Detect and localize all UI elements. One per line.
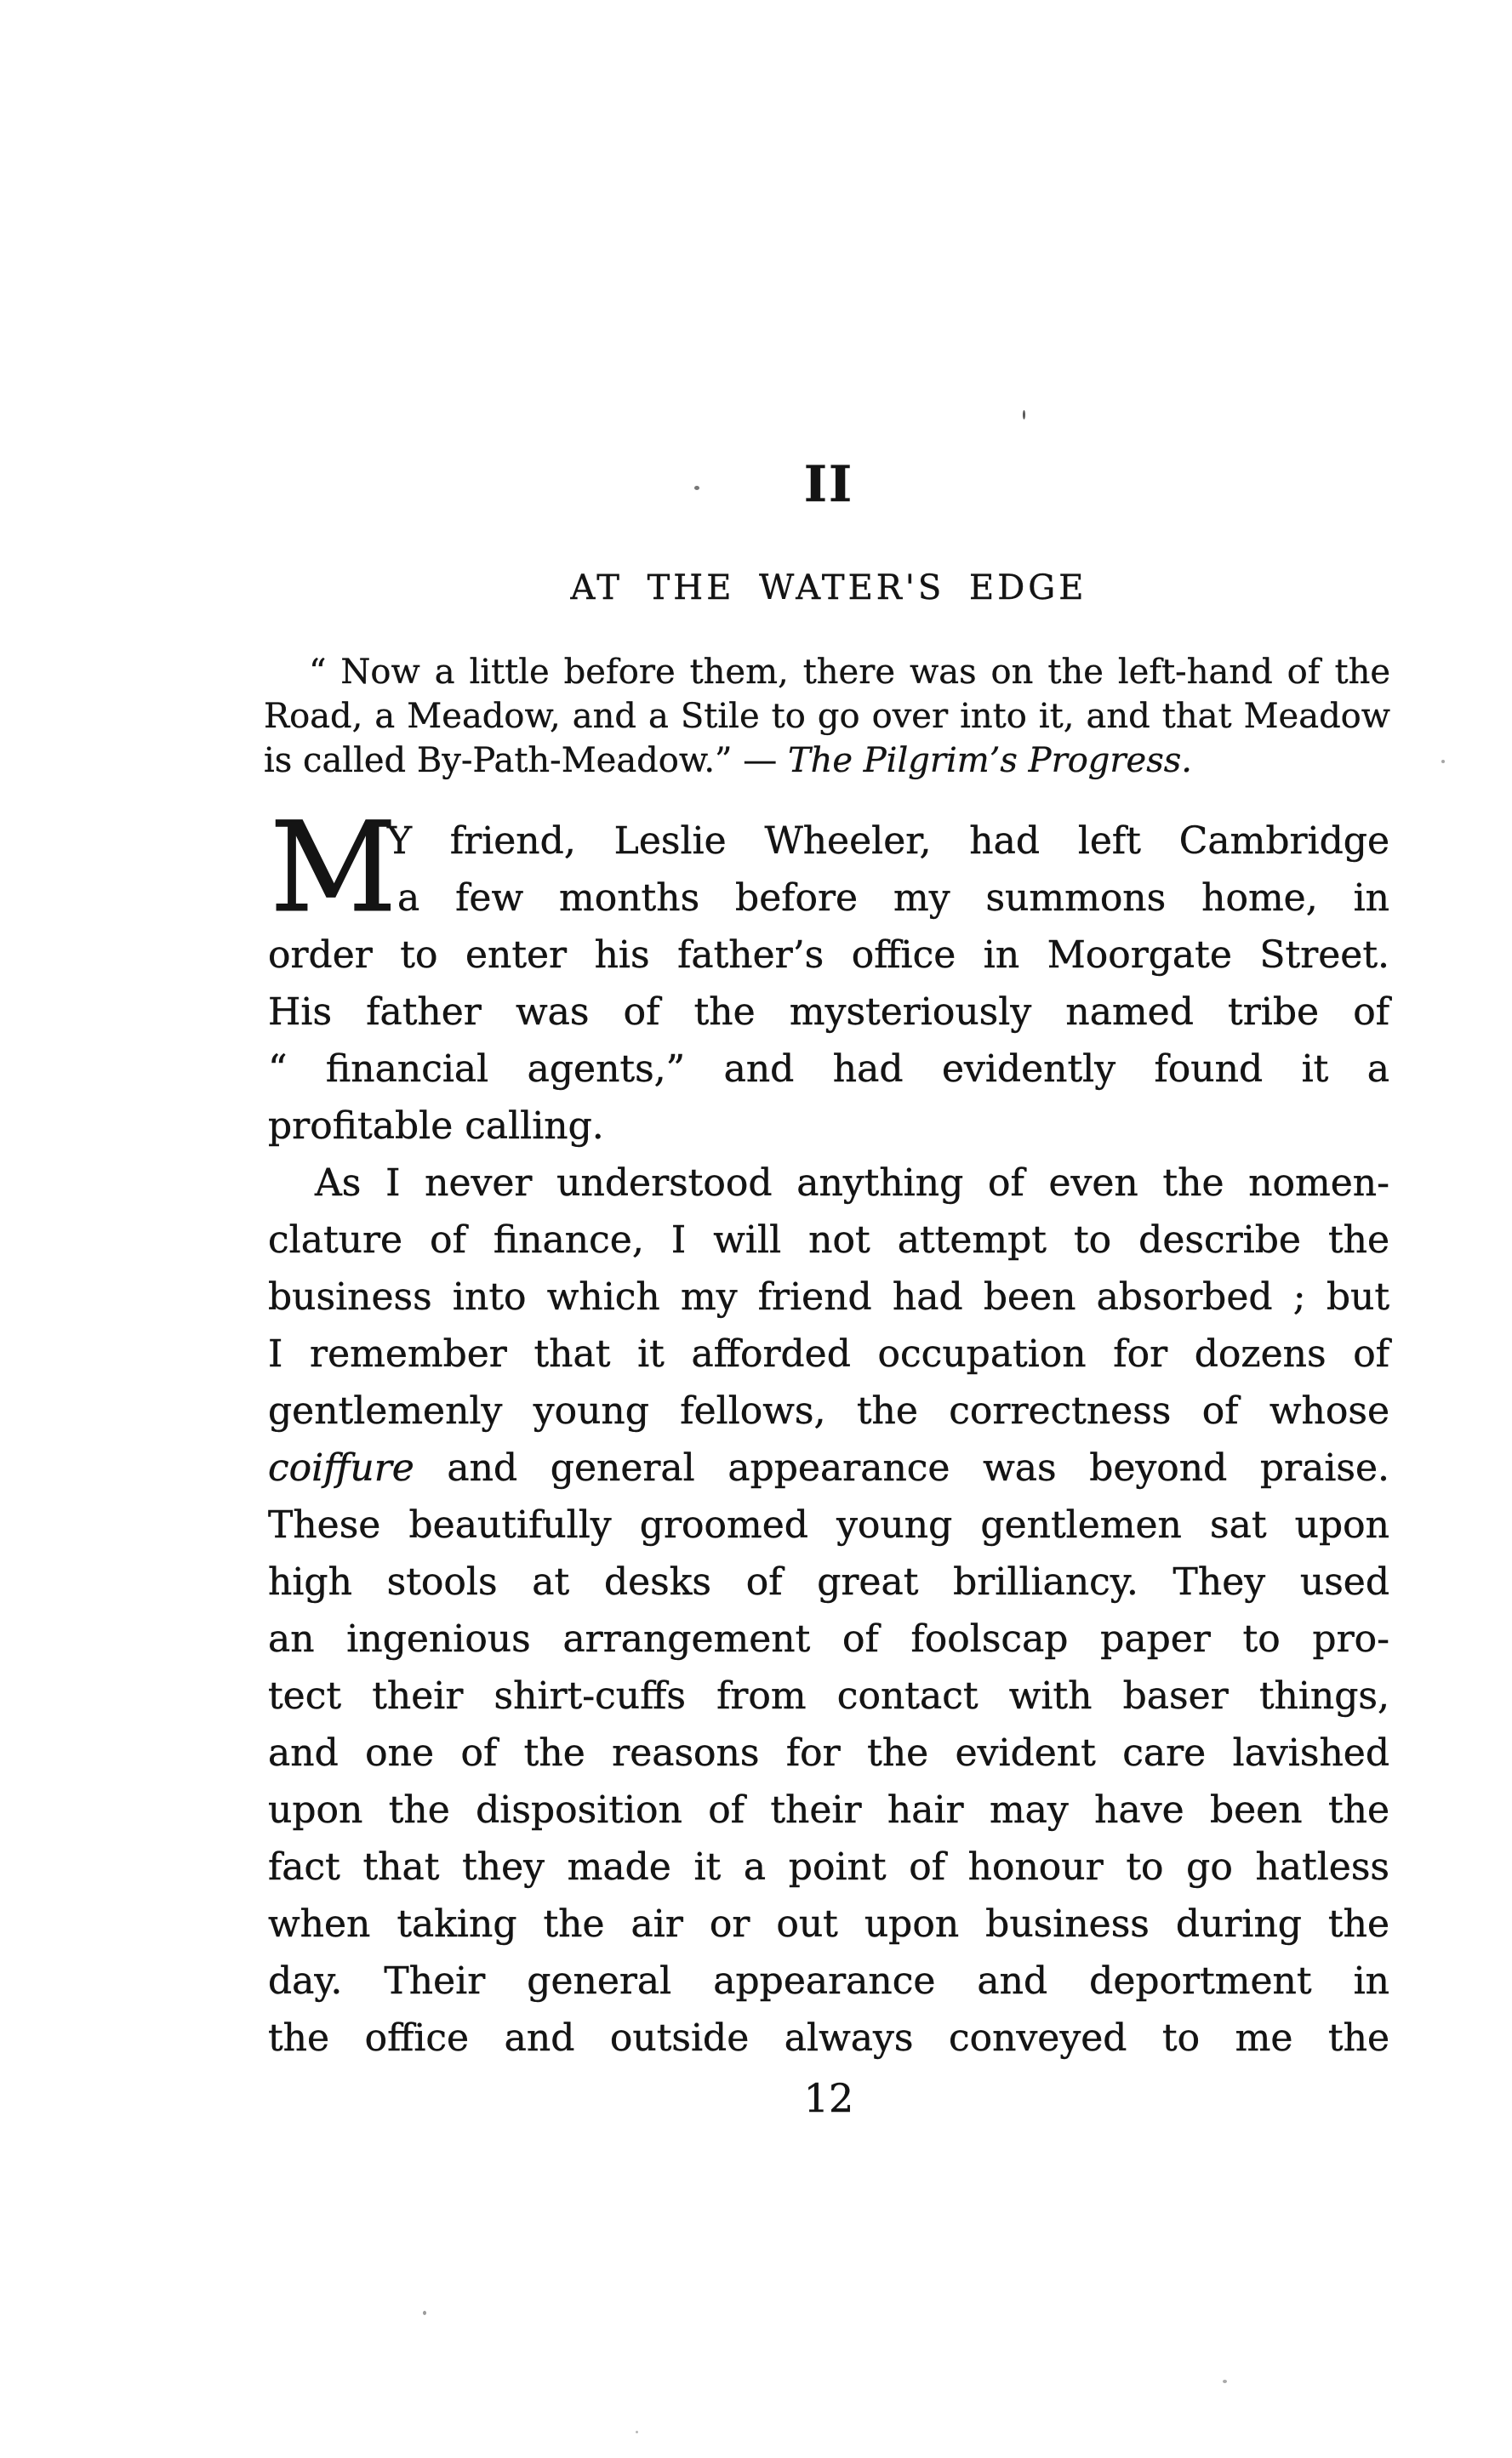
text-segment: an ingenious arrangement of foolscap paper to pro- [268, 1617, 1389, 1661]
text-segment: and general appearance was beyond praise. [414, 1446, 1389, 1490]
text-line [268, 1212, 1389, 1269]
text-segment: I remember that it afforded occupation for dozens of [268, 1332, 1389, 1376]
text-line [264, 694, 1390, 739]
text-line [268, 984, 1389, 1041]
text-segment: fact that they made it a point of honour to go hatless [268, 1845, 1389, 1889]
paragraph-1-lines [268, 813, 1389, 1155]
text-segment: “ Now a little before them, there was on the left-hand of the [309, 653, 1390, 692]
scan-speck [636, 2431, 638, 2433]
body-paragraph-1 [268, 796, 1389, 1155]
text-line [268, 1782, 1389, 1839]
text-line [268, 1155, 1389, 1212]
text-segment: business into which my friend had been absorbed ; but [268, 1275, 1389, 1319]
text-line [268, 1326, 1389, 1383]
page-number: 12 [803, 2075, 854, 2121]
text-segment: and one of the reasons for the evident care lavished [268, 1731, 1389, 1775]
text-segment: gentlemenly young fellows, the correctness of whose [268, 1389, 1389, 1433]
scan-speck [1223, 2380, 1227, 2383]
text-line [268, 1896, 1389, 1953]
scan-speck [694, 486, 699, 490]
text-segment: These beautifully groomed young gentlemen sat upon [268, 1503, 1389, 1547]
text-segment: high stools at desks of great brilliancy. They used [268, 1560, 1389, 1604]
text-line [268, 870, 1389, 927]
text-line [268, 927, 1389, 984]
text-segment: As I never understood anything of even the nomen- [315, 1161, 1389, 1205]
text-line [264, 739, 1390, 783]
text-segment: Y friend, Leslie Wheeler, had left Cambridge [387, 819, 1389, 863]
text-line [268, 1668, 1389, 1725]
text-segment: the office and outside always conveyed to me the [268, 2016, 1389, 2060]
scan-speck [1023, 410, 1025, 419]
text-line [268, 1440, 1389, 1497]
text-segment: day. Their general appearance and deportment in [268, 1959, 1389, 2003]
epigraph [264, 650, 1390, 783]
text-segment: “ financial agents,” and had evidently found it a [268, 1047, 1389, 1091]
italic-text-segment: The Pilgrim’s Progress. [787, 741, 1192, 780]
text-segment: order to enter his father’s office in Moorgate Street. [268, 933, 1389, 977]
text-line [268, 1497, 1389, 1554]
text-line [268, 1953, 1389, 2010]
text-line [268, 1269, 1389, 1326]
text-segment: a few months before my summons home, in [397, 876, 1389, 920]
text-line [264, 650, 1390, 694]
text-segment: His father was of the mysteriously named tribe of [268, 990, 1389, 1034]
text-line [268, 1839, 1389, 1896]
text-segment: clature of finance, I will not attempt to describe the [268, 1218, 1389, 1262]
text-line [268, 1611, 1389, 1668]
scan-speck [423, 2311, 426, 2315]
chapter-title: AT THE WATER'S EDGE [570, 568, 1087, 607]
scan-speck [1441, 760, 1445, 763]
body-text [268, 796, 1389, 2067]
text-line [268, 1041, 1389, 1098]
text-segment: profitable calling. [268, 1104, 604, 1148]
text-line [268, 1098, 1389, 1155]
chapter-number: II [803, 455, 854, 513]
text-line [268, 2010, 1389, 2067]
text-segment: Road, a Meadow, and a Stile to go over into it, and that Meadow [264, 697, 1390, 736]
text-segment: is called By-Path-Meadow.” — [264, 741, 788, 780]
text-line [268, 813, 1389, 870]
text-line [268, 1554, 1389, 1611]
text-line [268, 1725, 1389, 1782]
drop-cap-letter: M [270, 796, 397, 940]
text-line [268, 1383, 1389, 1440]
text-segment: when taking the air or out upon business during the [268, 1902, 1389, 1946]
paragraph-2-lines [268, 1155, 1389, 2067]
text-segment: upon the disposition of their hair may have been the [268, 1788, 1389, 1832]
italic-text-segment: coiffure [268, 1446, 414, 1490]
text-segment: tect their shirt-cuffs from contact with baser things, [268, 1674, 1389, 1718]
body-paragraph-2 [268, 1155, 1389, 2067]
